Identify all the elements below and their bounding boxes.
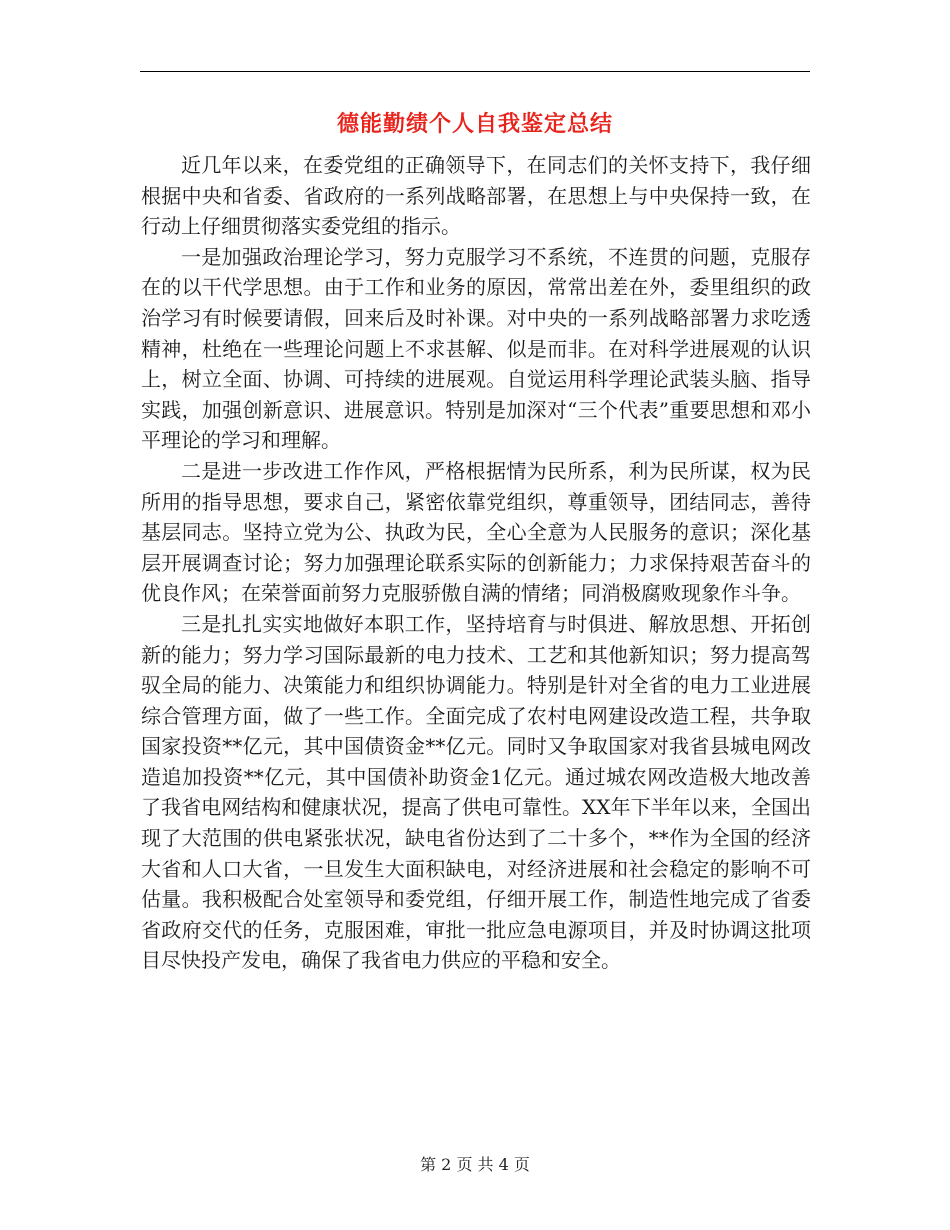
- page-footer: [0, 1154, 950, 1176]
- document-body: [141, 150, 811, 976]
- paragraph-work-style: 二是进一步改进工作作风，严格根据情为民所系，利为民所谋，权为民所用的指导思想，要求自己，紧密依靠党组织，尊重领导，团结同志，善待基层同志。坚持立党为公、执政为民，全心全意为人民服务的意识；深化基层开展调查讨论；努力加强理论联系实际的创新能力；力求保持艰苦奋斗的优良作风；在荣誉面前努力克服骄傲自满的情绪；同消极腐败现象作斗争。: [141, 458, 811, 606]
- paragraph-intro: 近几年以来，在委党组的正确领导下，在同志们的关怀支持下，我仔细根据中央和省委、省政府的一系列战略部署，在思想上与中央保持一致，在行动上仔细贯彻落实委党组的指示。: [141, 153, 811, 239]
- paragraph-theory-study: 一是加强政治理论学习，努力克服学习不系统，不连贯的问题，克服存在的以干代学思想。由于工作和业务的原因，常常出差在外，委里组织的政治学习有时候要请假，回来后及时补课。对中央的一系列战略部署力求吃透精神，杜绝在一些理论问题上不求甚解、似是而非。在对科学进展观的认识上，树立全面、协调、可持续的进展观。自觉运用科学理论武装头脑、指导实践，加强创新意识、进展意识。特别是加深对“三个代表”重要思想和邓小平理论的学习和理解。: [141, 244, 811, 453]
- header-rule: [140, 71, 810, 72]
- paragraph-duties: 三是扎扎实实地做好本职工作，坚持培育与时俱进、解放思想、开拓创新的能力；努力学习国际最新的电力技术、工艺和其他新知识；努力提高驾驭全局的能力、决策能力和组织协调能力。特别是针对全省的电力工业进展综合管理方面，做了一些工作。全面完成了农村电网建设改造工程，共争取国家投资**亿元，其中国债资金**亿元。同时又争取国家对我省县城电网改造追加投资**亿元，其中国债补助资金1亿元。通过城农网改造极大地改善了我省电网结构和健康状况，提高了供电可靠性。XX年下半年以来，全国出现了大范围的供电紧张状况，缺电省份达到了二十多个，**作为全国的经济大省和人口大省，一旦发生大面积缺电，对经济进展和社会稳定的影响不可估量。我积极配合处室领导和委党组，仔细开展工作，制造性地完成了省委省政府交代的任务，克服困难，审批一批应急电源项目，并及时协调这批项目尽快投产发电，确保了我省电力供应的平稳和安全。: [141, 611, 811, 973]
- page-number-label: 第 2 页 共 4 页: [420, 1155, 530, 1174]
- document-title: 德能勤绩个人自我鉴定总结: [336, 112, 613, 137]
